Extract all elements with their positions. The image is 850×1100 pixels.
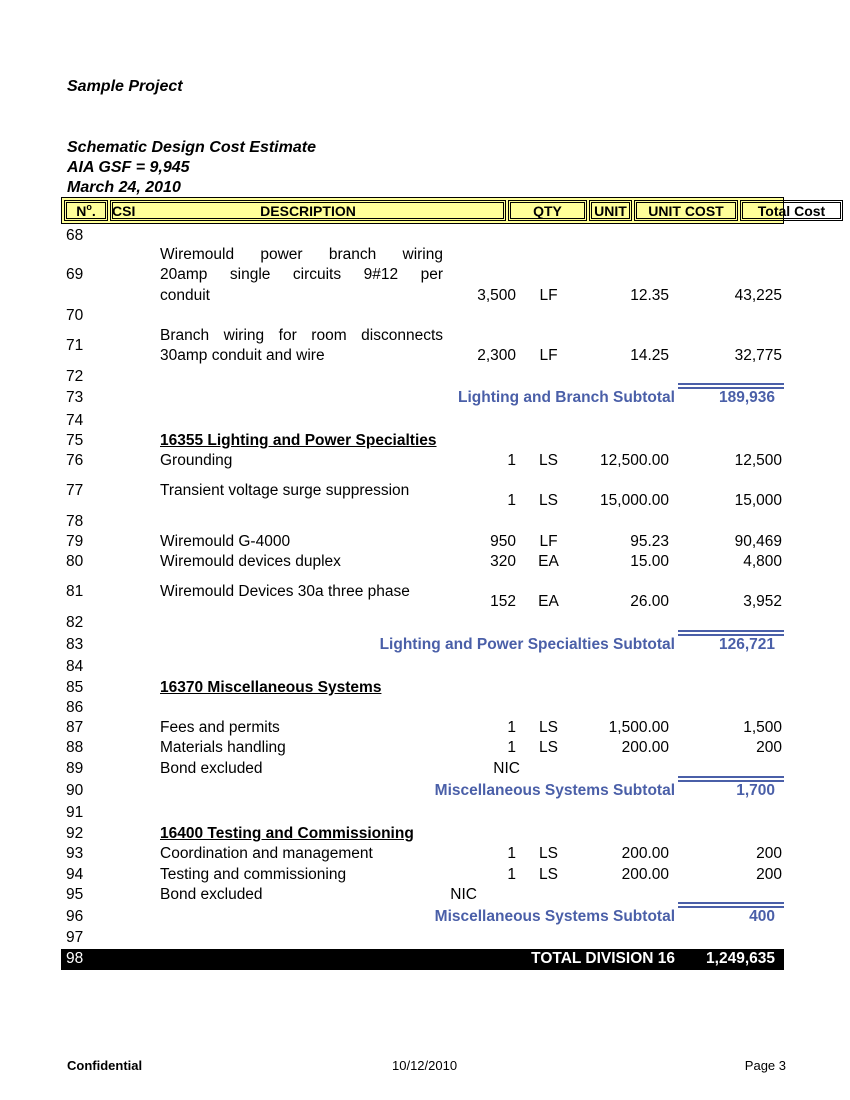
subtotal-label: Miscellaneous Systems Subtotal (434, 908, 675, 925)
item-unit: LF (539, 287, 558, 304)
item-unit: LF (539, 533, 558, 550)
project-name: Sample Project (67, 78, 183, 95)
col-description: DESCRIPTION (110, 200, 506, 221)
col-total-cost: Total Cost (740, 200, 843, 221)
item-unit: LS (539, 492, 558, 509)
row-number: 85 (66, 679, 84, 696)
item-unit: EA (538, 593, 559, 610)
section-heading: 16400 Testing and Commissioning (160, 825, 414, 842)
row-number: 70 (66, 307, 84, 324)
item-description: 30amp conduit and wire (160, 347, 325, 364)
row-number: 81 (66, 583, 84, 600)
item-description: Wiremould G-4000 (160, 533, 291, 550)
footer-date: 10/12/2010 (392, 1058, 458, 1073)
item-qty: NIC (450, 886, 477, 903)
row-number: 82 (66, 614, 84, 631)
column-header-bar (61, 197, 826, 224)
division-total-label: TOTAL DIVISION 16 (531, 950, 675, 967)
division-total-value: 1,249,635 (706, 950, 775, 967)
gsf-line: AIA GSF = 9,945 (67, 159, 190, 176)
row-number: 72 (66, 368, 84, 385)
item-description: Wiremould devices duplex (160, 553, 341, 570)
item-total: 15,000 (734, 492, 782, 509)
row-number: 78 (66, 513, 84, 530)
footer-page-number: Page 3 (744, 1058, 786, 1073)
row-number: 76 (66, 452, 84, 469)
item-unit-cost: 200.00 (621, 866, 669, 883)
item-unit-cost: 15.00 (630, 553, 669, 570)
col-number: N $^o$ . (64, 200, 108, 221)
item-unit-cost: 200.00 (621, 739, 669, 756)
item-description: Branch wiring for room disconnects (160, 327, 443, 344)
item-total: 32,775 (734, 347, 782, 364)
item-total: 200 (756, 845, 782, 862)
row-number: 84 (66, 658, 84, 675)
item-qty: 1 (507, 739, 516, 756)
col-qty: QTY (508, 200, 587, 221)
subtotal-value: 126,721 (718, 636, 775, 653)
item-unit-cost: 1,500.00 (608, 719, 669, 736)
item-description: Coordination and management (160, 845, 373, 862)
col-csi: CSI (112, 202, 136, 219)
row-number: 75 (66, 432, 84, 449)
row-number: 74 (66, 412, 84, 429)
row-number: 68 (66, 227, 84, 244)
row-number: 92 (66, 825, 84, 842)
estimate-title: Schematic Design Cost Estimate (67, 139, 316, 156)
document-titles (67, 138, 316, 198)
item-qty: 1 (507, 845, 516, 862)
item-total: 3,952 (743, 593, 782, 610)
item-unit: LS (539, 719, 558, 736)
item-description: Transient voltage surge suppression (160, 482, 410, 499)
row-number: 95 (66, 886, 84, 903)
row-number: 91 (66, 804, 84, 821)
estimate-date: March 24, 2010 (67, 179, 181, 196)
item-description: Grounding (160, 452, 233, 469)
item-description: Bond excluded (160, 760, 263, 777)
row-number: 71 (66, 337, 84, 354)
item-description: Materials handling (160, 739, 286, 756)
item-description: Wiremould Devices 30a three phase (160, 583, 410, 600)
item-description: conduit (160, 287, 210, 304)
row-number: 93 (66, 845, 84, 862)
row-number: 73 (66, 389, 84, 406)
item-qty: 320 (490, 553, 516, 570)
item-unit: LS (539, 845, 558, 862)
subtotal-value: 1,700 (736, 782, 775, 799)
item-total: 43,225 (734, 287, 782, 304)
row-number: 90 (66, 782, 84, 799)
row-number: 87 (66, 719, 84, 736)
item-unit-cost: 12.35 (630, 287, 669, 304)
item-description: Testing and commissioning (160, 866, 347, 883)
item-qty: NIC (493, 760, 520, 777)
section-heading: 16370 Miscellaneous Systems (160, 679, 382, 696)
section-heading: 16355 Lighting and Power Specialties (160, 432, 437, 449)
item-qty: 1 (507, 719, 516, 736)
item-unit-cost: 200.00 (621, 845, 669, 862)
row-number: 69 (66, 266, 84, 283)
item-qty: 3,500 (477, 287, 516, 304)
row-number: 97 (66, 929, 84, 946)
col-unit: UNIT (589, 200, 632, 221)
item-unit-cost: 12,500.00 (600, 452, 669, 469)
item-unit-cost: 14.25 (630, 347, 669, 364)
item-unit: LS (539, 452, 558, 469)
item-total: 12,500 (734, 452, 782, 469)
row-number: 96 (66, 908, 84, 925)
item-qty: 2,300 (477, 347, 516, 364)
item-unit: EA (538, 553, 559, 570)
item-description: Fees and permits (160, 719, 280, 736)
item-unit: LS (539, 866, 558, 883)
row-number: 83 (66, 636, 84, 653)
item-qty: 1 (507, 866, 516, 883)
item-description: 20amp single circuits 9#12 per (160, 266, 443, 283)
subtotal-value: 400 (749, 908, 775, 925)
row-number: 80 (66, 553, 84, 570)
item-unit: LF (539, 347, 558, 364)
subtotal-label: Lighting and Power Specialties Subtotal (379, 636, 675, 653)
item-unit-cost: 26.00 (630, 593, 669, 610)
item-total: 200 (756, 739, 782, 756)
item-total: 200 (756, 866, 782, 883)
division-total-bar (61, 949, 784, 970)
item-total: 1,500 (743, 719, 782, 736)
item-qty: 152 (490, 593, 516, 610)
row-number: 88 (66, 739, 84, 756)
item-total: 90,469 (734, 533, 782, 550)
item-description: Bond excluded (160, 886, 263, 903)
subtotal-label: Miscellaneous Systems Subtotal (434, 782, 675, 799)
row-number: 79 (66, 533, 84, 550)
item-qty: 1 (507, 452, 516, 469)
item-unit-cost: 15,000.00 (600, 492, 669, 509)
row-number: 94 (66, 866, 84, 883)
subtotal-label: Lighting and Branch Subtotal (458, 389, 675, 406)
row-number: 89 (66, 760, 84, 777)
item-qty: 950 (490, 533, 516, 550)
subtotal-value: 189,936 (718, 389, 775, 406)
row-number: 77 (66, 482, 84, 499)
item-unit-cost: 95.23 (630, 533, 669, 550)
item-total: 4,800 (743, 553, 782, 570)
item-unit: LS (539, 739, 558, 756)
row-number: 86 (66, 699, 84, 716)
row-number: 98 (66, 950, 84, 967)
item-qty: 1 (507, 492, 516, 509)
item-description: Wiremould power branch wiring (160, 246, 443, 263)
col-unit-cost: UNIT COST (634, 200, 738, 221)
footer-confidential: Confidential (67, 1058, 143, 1073)
